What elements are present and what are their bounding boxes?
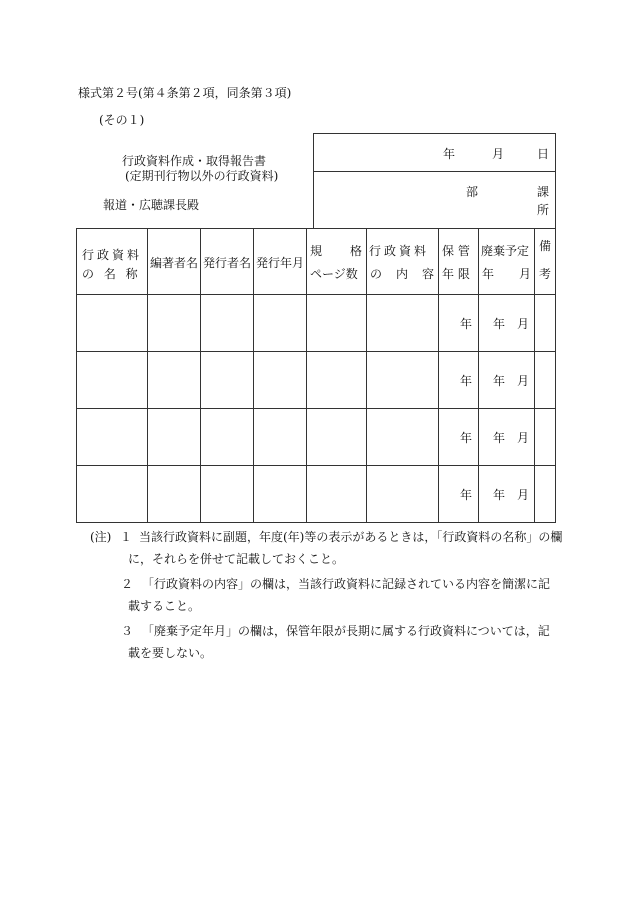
header-spec-char1: 規 [310,244,323,258]
department-bu-label: 部 [466,185,479,199]
note-text-line1: 「行政資料の内容」の欄は，当該行政資料に記録されている内容を簡潔に記 [142,577,551,591]
row-retention-unit: 年 [460,488,473,502]
row-disposal-year-unit: 年 [493,431,506,445]
note-number: １ [120,530,133,544]
header-spec-line1 [310,244,362,258]
header-disposal-year: 年 [482,267,495,281]
row-disposal-year-unit: 年 [493,317,506,331]
row-disposal-month-unit: 月 [517,374,530,388]
row-retention-unit: 年 [460,317,473,331]
header-content-line2 [370,267,434,281]
header-name-line1: 行政資料 [82,248,143,262]
note-text-line1: 当該行政資料に副題，年度(年)等の表示があるときは，「行政資料の名称」の欄 [139,530,563,544]
note-number: ３ [121,624,134,638]
header-retention-line1: 保 管 [442,244,470,258]
notes-label: (注) [90,530,112,544]
row-disposal-year-unit: 年 [493,374,506,388]
form-number: 様式第２号(第４条第２項，同条第３項) [78,86,292,100]
note-text-line2: に，それらを併せて記載しておくこと。 [128,552,345,566]
header-retention-line2: 年 限 [442,267,470,281]
header-publisher: 発行者名 [203,256,252,270]
date-day-label: 日 [537,147,550,161]
header-content-char3: 容 [421,267,434,281]
header-remarks-line1: 備 [539,239,552,253]
header-content-line1: 行政資料 [369,244,430,258]
date-month-label: 月 [492,147,505,161]
row-disposal-month-unit: 月 [517,431,530,445]
addressee: 報道・広聴課長殿 [103,198,200,212]
note-text-line2: 載を要しない。 [128,646,213,660]
note-number: ２ [121,577,134,591]
row-retention-unit: 年 [460,431,473,445]
department-sho-label: 所 [537,203,550,217]
header-spec-line2: ページ数 [310,267,358,281]
header-remarks-line2: 考 [539,267,552,281]
header-publish-date: 発行年月 [256,256,305,270]
header-disposal-line1: 廃棄予定 [481,244,530,258]
form-subtitle: (定期刊行物以外の行政資料) [125,169,279,183]
note-text-line1: 「廃棄予定年月」の欄は，保管年限が長期に属する行政資料については，記 [142,624,550,638]
header-editor: 編著者名 [150,256,199,270]
row-retention-unit: 年 [460,374,473,388]
form-part: (その１) [99,113,145,127]
header-name-line2: の 名 称 [82,267,141,281]
header-disposal-month: 月 [518,267,531,281]
row-disposal-year-unit: 年 [493,488,506,502]
department-ka-label: 課 [537,185,550,199]
header-spec-char2: 格 [349,244,362,258]
form-title: 行政資料作成・取得報告書 [122,154,267,168]
header-content-char2: 内 [395,267,408,281]
date-year-label: 年 [443,147,456,161]
header-content-char1: の [370,267,383,281]
note-text-line2: 載すること。 [128,599,201,613]
header-disposal-line2 [482,267,531,281]
row-disposal-month-unit: 月 [517,317,530,331]
row-disposal-month-unit: 月 [517,488,530,502]
